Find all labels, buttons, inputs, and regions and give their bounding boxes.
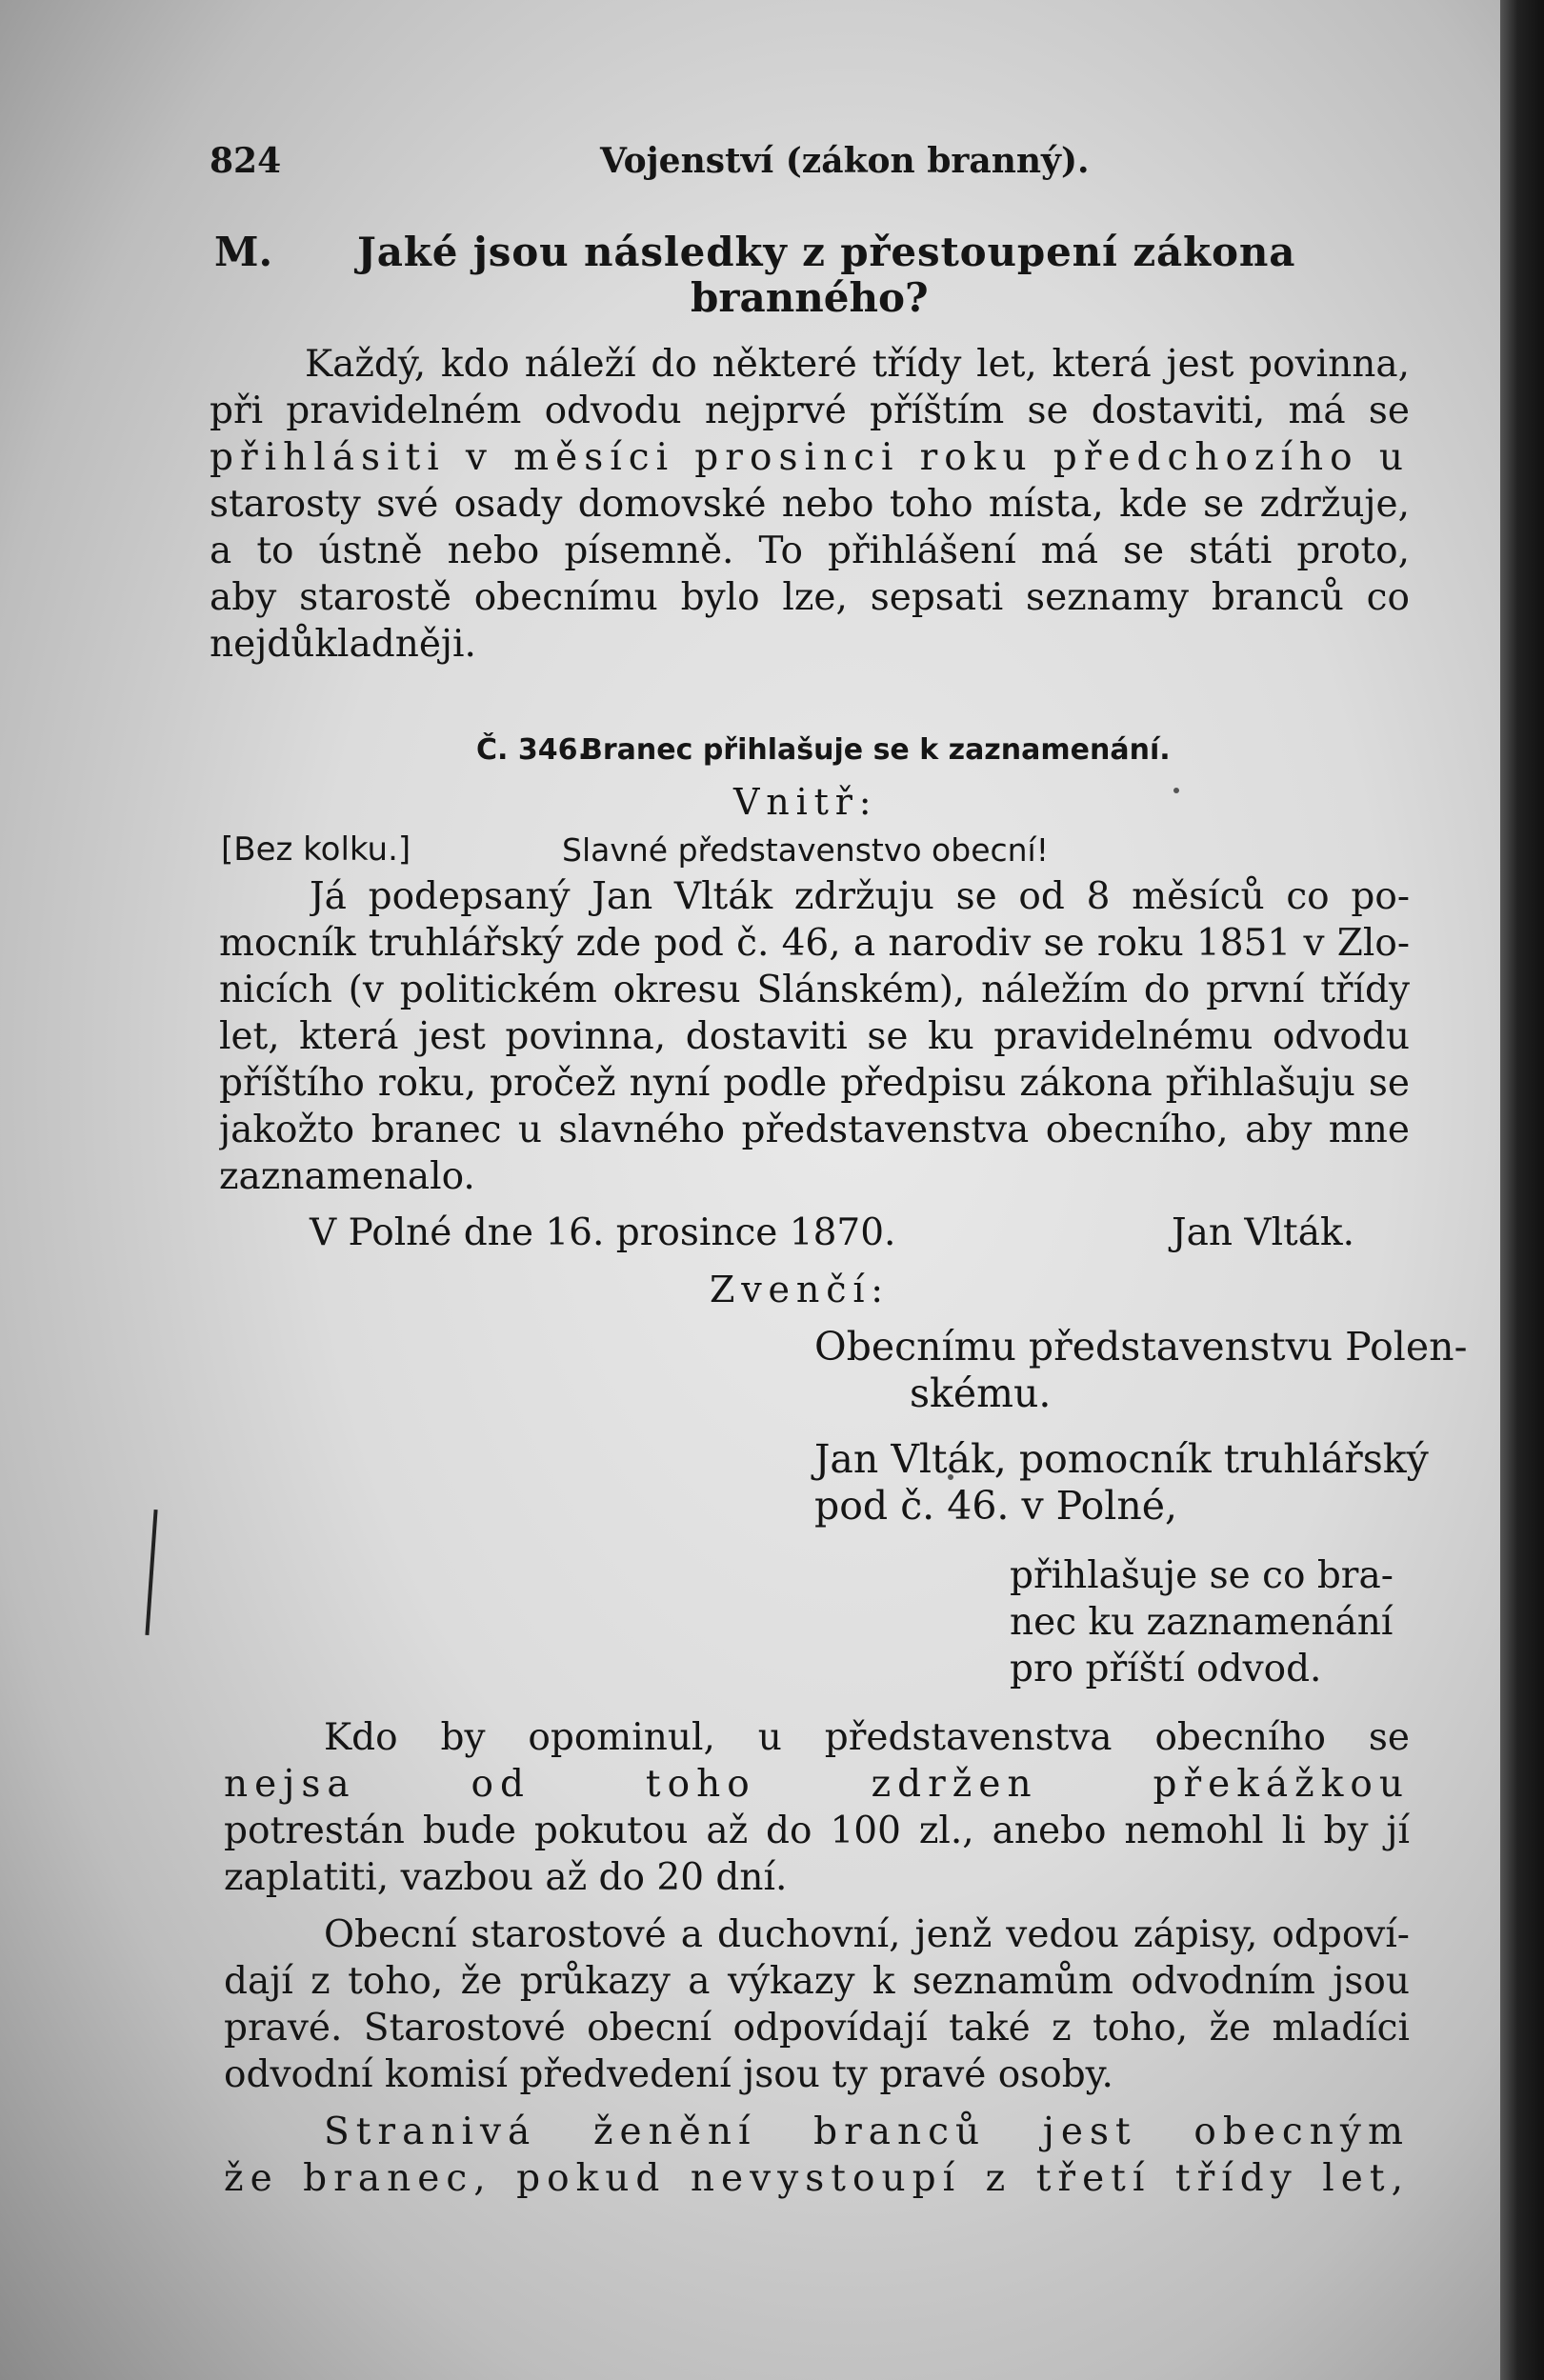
inside-label: Vnitř: (733, 781, 878, 823)
text-line: zaplatiti, vazbou až do 20 dní. (224, 1856, 788, 1899)
running-title: Vojenství (zákon branný). (600, 141, 1090, 181)
section-number: M. (214, 229, 273, 275)
text-line: jakožto branec u slavného představenstva obecního, aby mne (219, 1109, 1410, 1151)
text-line: že branec, pokud nevystoupí z třetí třídy let, (224, 2157, 1410, 2200)
text-line: přihlásiti v měsíci prosinci roku předchozího u (210, 436, 1410, 479)
text-line: pravé. Starostové obecní odpovídají také z toho, že mladíci (224, 2007, 1410, 2050)
address-line: skému. (910, 1370, 1052, 1416)
text-line: nicích (v politickém okresu Slánském), náležím do první třídy (219, 969, 1410, 1011)
text-line: zaznamenalo. (219, 1155, 475, 1198)
text-line: mocník truhlářský zde pod č. 46, a narodiv se roku 1851 v Zlo- (219, 922, 1410, 965)
outside-label: Zvenčí: (710, 1269, 890, 1310)
text-line: Každý, kdo náleží do některé třídy let, která jest povinna, (305, 343, 1410, 386)
signature: Jan Vlták. (1172, 1211, 1354, 1254)
section-heading: Jaké jsou následky z přestoupení zákona (357, 229, 1296, 275)
text-line: nejsa od toho zdržen překážkou (224, 1763, 1410, 1806)
text-line: při pravidelném odvodu nejprvé příštím se dostaviti, má se (210, 390, 1410, 432)
purpose-line: nec ku zaznamenání (1010, 1601, 1394, 1644)
stamp-note: [Bez kolku.] (221, 830, 411, 869)
book-page (210, 124, 1468, 2267)
text-line: Obecní starostové a duchovní, jenž vedou zápisy, odpoví- (324, 1913, 1410, 1956)
text-line: let, která jest povinna, dostaviti se ku pravidelnému odvodu (219, 1015, 1410, 1058)
sender-line: Jan Vlták, pomocník truhlářský (814, 1436, 1429, 1482)
purpose-line: přihlašuje se co bra- (1010, 1554, 1394, 1597)
text-line: a to ústně nebo písemně. To přihlášení má se státi proto, (210, 530, 1410, 572)
page-number: 824 (210, 141, 282, 181)
text-line: dají z toho, že průkazy a výkazy k seznamům odvodním jsou (224, 1960, 1410, 2003)
sender-line: pod č. 46. v Polné, (814, 1483, 1178, 1529)
form-number: Č. 346. (476, 733, 589, 767)
text-line: nejdůkladněji. (210, 623, 476, 666)
salutation: Slavné představenstvo obecní! (562, 831, 1049, 869)
section-heading-cont: branného? (691, 274, 929, 321)
address-line: Obecnímu představenstvu Polen- (814, 1324, 1468, 1370)
text-line: Já podepsaný Jan Vlták zdržuju se od 8 měsíců co po- (310, 875, 1410, 918)
text-line: odvodní komisí předvedení jsou ty pravé osoby. (224, 2053, 1113, 2096)
text-line: aby starostě obecnímu bylo lze, sepsati seznamy branců co (210, 576, 1410, 619)
text-line: potrestán bude pokutou až do 100 zl., anebo nemohl li by jí (224, 1810, 1410, 1852)
text-line: příštího roku, pročež nyní podle předpisu zákona přihlašuju se (219, 1062, 1410, 1105)
text-line: Stranivá ženění branců jest obecným (324, 2110, 1410, 2153)
text-line: starosty své osady domovské nebo toho místa, kde se zdržuje, (210, 483, 1410, 526)
text-line: Kdo by opominul, u představenstva obecního se (324, 1716, 1410, 1759)
form-title: Branec přihlašuje se k zaznamenání. (581, 733, 1171, 767)
purpose-line: pro příští odvod. (1010, 1648, 1322, 1690)
place-date: V Polné dne 16. prosince 1870. (310, 1211, 896, 1254)
